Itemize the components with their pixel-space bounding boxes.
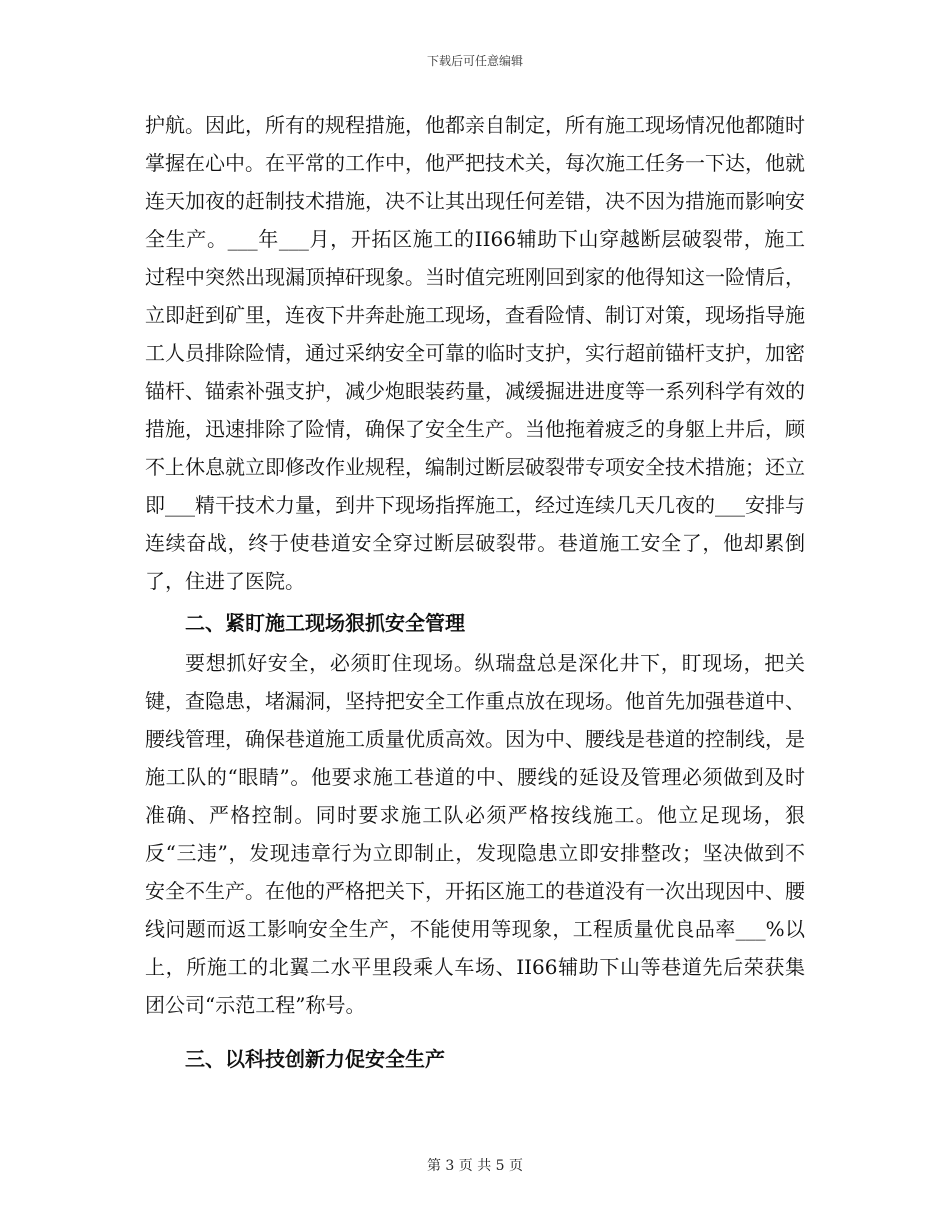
body-paragraph-1: 护航。因此，所有的规程措施，他都亲自制定，所有施工现场情况他都随时掌握在心中。在平常的工作中，他严把技术关，每次施工任务一下达，他就连天加夜的赶制技术措施，决不让其出现任何差错，决不因为措施而影响安全生产。___年___月，开拓区施工的II66辅助下山穿越断层破裂带，施工过程中突然出现漏顶掉矸现象。当时值完班刚回到家的他得知这一险情后，立即赶到矿里，连夜下井奔赴施工现场，查看险情、制订对策，现场指导施工人员排除险情，通过采纳安全可靠的临时支护，实行超前锚杆支护，加密锚杆、锚索补强支护，减少炮眼装药量，减缓掘进进度等一系列科学有效的措施，迅速排除了险情，确保了安全生产。当他拖着疲乏的身躯上井后，顾不上休息就立即修改作业规程，编制过断层破裂带专项安全技术措施；还立即___精干技术力量，到井下现场指挥施工，经过连续几天几夜的___安排与连续奋战，终于使巷道安全穿过断层破裂带。巷道施工安全了，他却累倒了，住进了医院。 (145, 113, 805, 593)
document-body (145, 106, 805, 1078)
page-header-note: 下载后可任意编辑 (426, 54, 523, 68)
page-footer-number: 第 3 页 共 5 页 (426, 1158, 524, 1174)
section-heading-3: 三、以科技创新力促安全生产 (185, 1047, 445, 1071)
body-paragraph-2: 要想抓好安全，必须盯住现场。纵瑞盘总是深化井下，盯现场，把关键，查隐患，堵漏洞，坚持把安全工作重点放在现场。他首先加强巷道中、腰线管理，确保巷道施工质量优质高效。因为中、腰线是巷道的控制线，是施工队的“眼睛”。他要求施工巷道的中、腰线的延设及管理必须做到及时准确、严格控制。同时要求施工队必须严格按线施工。他立足现场，狠反“三违”，发现违章行为立即制止，发现隐患立即安排整改；坚决做到不安全不生产。在他的严格把关下，开拓区施工的巷道没有一次出现因中、腰线问题而返工影响安全生产，不能使用等现象，工程质量优良品率___%以上，所施工的北翼二水平里段乘人车场、II66辅助下山等巷道先后荣获集团公司“示范工程”称号。 (145, 651, 805, 1017)
section-heading-2: 二、紧盯施工现场狠抓安全管理 (185, 611, 465, 635)
